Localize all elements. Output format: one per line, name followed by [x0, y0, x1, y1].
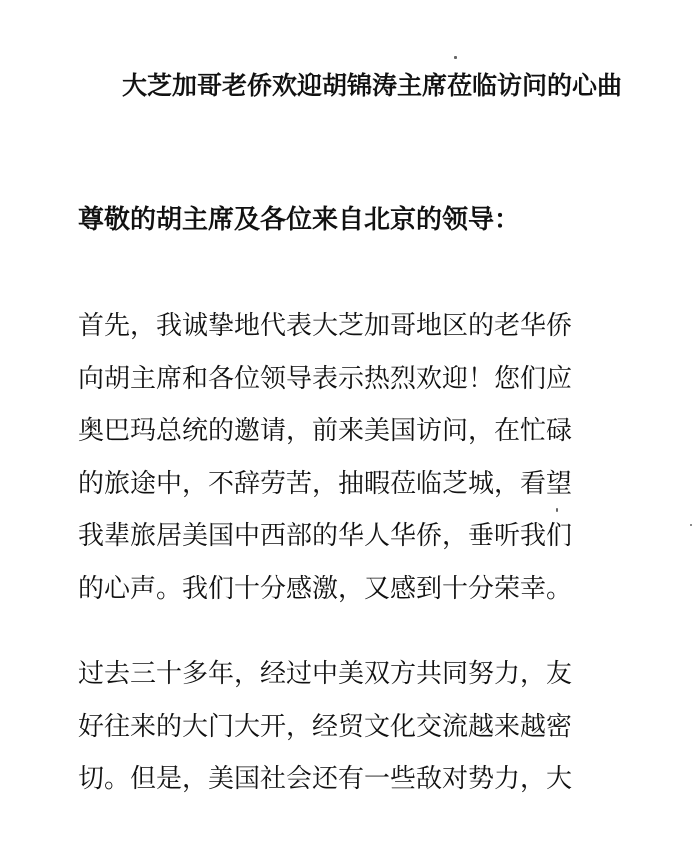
paragraph-1	[78, 300, 678, 615]
paragraph-line: 切。但是，美国社会还有一些敌对势力，大	[78, 764, 573, 794]
paragraph-line: 的心声。我们十分感激，又感到十分荣幸。	[78, 573, 573, 604]
paragraph-line: 的旅途中，不辞劳苦，抽暇莅临芝城，看望	[78, 468, 573, 499]
scan-speck	[556, 508, 558, 512]
paragraph-line: 奥巴玛总统的邀请，前来美国访问，在忙碌	[78, 416, 573, 446]
paragraph-line: 我辈旅居美国中西部的华人华侨，垂听我们	[78, 521, 573, 551]
paragraph-line: 好往来的大门大开，经贸文化交流越来越密	[78, 711, 573, 742]
scan-speck	[690, 524, 692, 526]
paragraph-line: 过去三十多年，经过中美双方共同努力，友	[78, 659, 573, 689]
salutation: 尊敬的胡主席及各位来自北京的领导：	[78, 205, 521, 235]
paragraph-2	[78, 648, 678, 806]
paragraph-line: 向胡主席和各位领导表示热烈欢迎！您们应	[78, 363, 573, 394]
scan-speck	[454, 56, 457, 59]
paragraph-line: 首先，我诚挚地代表大芝加哥地区的老华侨	[78, 311, 573, 341]
document-title: 大芝加哥老侨欢迎胡锦涛主席莅临访问的心曲	[121, 71, 622, 100]
